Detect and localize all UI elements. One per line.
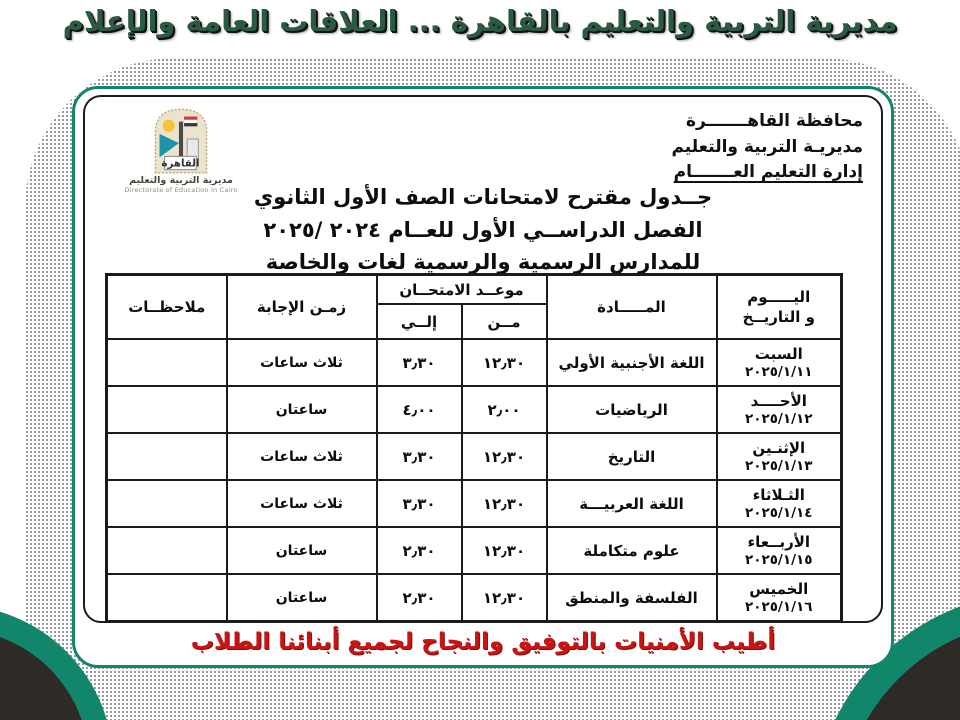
header-day-date [717,275,842,340]
exam-table-body [107,339,842,622]
logo-city-name: القاهرة [161,158,200,170]
to-time-cell: ٣٫٣٠ [377,480,462,527]
from-time-cell: ١٢٫٣٠ [462,339,547,386]
header-from: مــن [462,304,547,339]
duration-cell: ساعتان [227,527,377,574]
subject-cell: اللغة الأجنبية الأولي [547,339,717,386]
subject-cell: اللغة العربيـــة [547,480,717,527]
logo-caption-english: Directorate of Education in Cairo [124,186,238,194]
document-frame [83,95,883,623]
header-notes: ملاحظــات [107,275,227,340]
subject-cell: الرياضيات [547,386,717,433]
table-row [107,480,842,527]
from-time-cell: ١٢٫٣٠ [462,574,547,622]
exam-table [105,273,843,623]
header-subject: المـــــادة [547,275,717,340]
notes-cell [107,527,227,574]
subject-cell: الفلسفة والمنطق [547,574,717,622]
notes-cell [107,480,227,527]
exam-table-wrapper [108,273,843,623]
document-title [85,181,881,279]
footer-wishes: أطيب الأمنيات بالتوفيق والنجاح لجميع أبنائنا الطلاب [190,629,776,655]
table-row [107,574,842,622]
day-date-cell: السبت ٢٠٢٥/١/١١ [717,339,842,386]
to-time-cell: ٤٫٠٠ [377,386,462,433]
logo-graphic [135,101,227,175]
letterhead [671,109,863,186]
banner-title: مديرية التربية والتعليم بالقاهرة ... العلاقات العامة والإعلام [62,4,898,38]
header-duration: زمـن الإجابة [227,275,377,340]
subject-cell: علوم متكاملة [547,527,717,574]
notes-cell [107,433,227,480]
from-time-cell: ١٢٫٣٠ [462,527,547,574]
header-day-line1: اليـــــوم [747,287,811,306]
letterhead-line-administration: إدارة التعليم العـــــــام [673,162,863,182]
table-row [107,433,842,480]
duration-cell: ثلاث ساعات [227,480,377,527]
table-row [107,339,842,386]
logo-flag-icon [184,117,197,127]
logo-sun-icon [163,120,175,132]
day-date-cell: الأحــــد ٢٠٢٥/١/١٢ [717,386,842,433]
from-time-cell: ٢٫٠٠ [462,386,547,433]
document-title-line1: جــدول مقترح لامتحانات الصف الأول الثانوي [253,185,713,209]
day-date-cell: الثـلاثاء ٢٠٢٥/١/١٤ [717,480,842,527]
letterhead-line-directorate: مديريـة التربية والتعليم [671,136,863,157]
from-time-cell: ١٢٫٣٠ [462,480,547,527]
duration-cell: ساعتان [227,386,377,433]
logo-caption-arabic: مديرية التربية والتعليم [129,175,233,186]
from-time-cell: ١٢٫٣٠ [462,433,547,480]
duration-cell: ثلاث ساعات [227,339,377,386]
header-to: إلــي [377,304,462,339]
header-exam-time: موعــد الامتحــان [377,275,547,305]
to-time-cell: ٣٫٣٠ [377,339,462,386]
notes-cell [107,574,227,622]
day-date-cell: الأربــعاء ٢٠٢٥/١/١٥ [717,527,842,574]
day-date-cell: الخميس ٢٠٢٥/١/١٦ [717,574,842,622]
day-date-cell: الإثنـين ٢٠٢٥/١/١٣ [717,433,842,480]
to-time-cell: ٢٫٣٠ [377,574,462,622]
subject-cell: التاريخ [547,433,717,480]
to-time-cell: ٢٫٣٠ [377,527,462,574]
table-row [107,386,842,433]
duration-cell: ساعتان [227,574,377,622]
letterhead-line-governorate: محافظة القاهـــــــرة [686,111,863,131]
to-time-cell: ٣٫٣٠ [377,433,462,480]
document-card [72,86,894,668]
notes-cell [107,339,227,386]
document-title-line2: الفصل الدراســي الأول للعــام ٢٠٢٤ /٢٠٢٥ [263,217,703,242]
table-row [107,527,842,574]
duration-cell: ثلاث ساعات [227,433,377,480]
notes-cell [107,386,227,433]
document-title-line3: للمدارس الرسمية والرسمية لغات والخاصة [265,250,701,275]
header-day-line2: و التاريــخ [742,308,815,326]
